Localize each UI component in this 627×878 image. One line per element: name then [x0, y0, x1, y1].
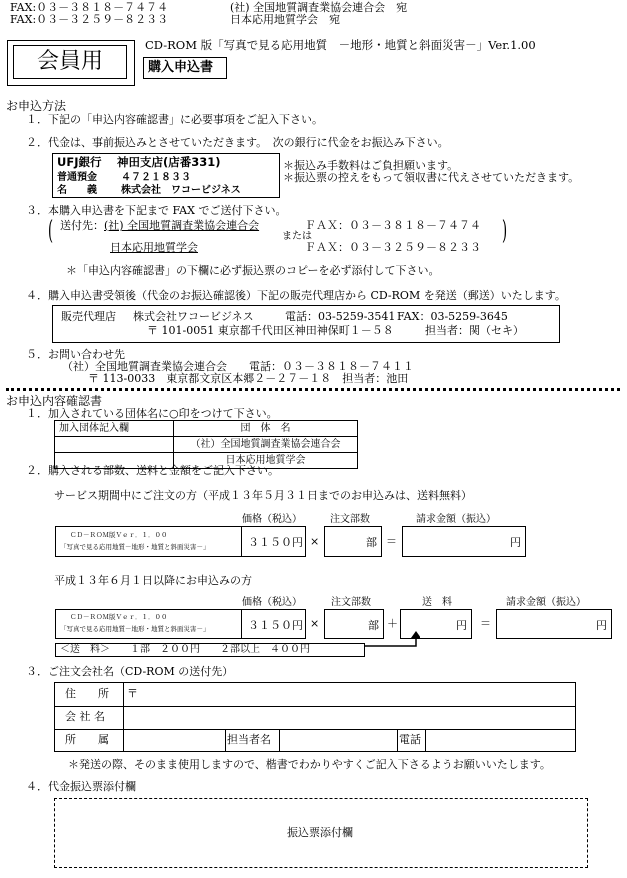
dotted-separator [6, 388, 620, 391]
period-2-title: 平成１３年６月１日以降にお申込みの方 [54, 574, 252, 587]
agent-label: 販売代理店 [61, 310, 116, 323]
phone-label-divider [425, 729, 426, 751]
qty-header-1: 注文部数 [330, 514, 370, 525]
step-1: １．下記の「申込内容確認書」に必要事項をご記入下さい。 [26, 113, 323, 126]
order-1-equals: ＝ [386, 535, 397, 548]
member-badge [7, 40, 135, 86]
agent-box [52, 305, 560, 343]
inquiry-line-1: （社）全国地質調査業協会連合会 電話：０３－３８１８－７４１１ [62, 360, 414, 373]
price-header-2: 価格（税込） [242, 597, 302, 608]
org-col-entry: 加入団体記入欄 [55, 421, 174, 437]
send-to-or: または [282, 231, 312, 242]
order-2-plus: ＋ [387, 617, 398, 630]
dept-input[interactable] [127, 731, 223, 749]
order-2-shipping-yen: 円 [456, 619, 467, 632]
address-form-rule-2 [55, 729, 575, 730]
holder-label: 名 義 [57, 185, 97, 196]
agent-name: 株式会社ワコービジネス [133, 310, 254, 323]
org-name-2: 日本応用地質学会 [174, 453, 358, 469]
bank-note-fee: ＊振込み手数料はご負担願います。 [283, 159, 459, 172]
qty-header-2: 注文部数 [331, 597, 371, 608]
question-3-note: ＊発送の際、そのまま使用しますので、楷書でわかりやすくご記入下さるようお願いいたします。 [68, 758, 551, 771]
person-label: 担当者名 [227, 733, 271, 746]
address-form-label-col [123, 683, 124, 751]
phone-input[interactable] [429, 731, 571, 749]
fax-recipient-1: (社) 全国地質調査業協会連合会 宛 [230, 1, 408, 14]
order-1-divider [241, 527, 242, 556]
order-1-qty-unit: 部 [366, 536, 377, 549]
agent-tel: 電話：03-5259-3541 [285, 310, 396, 323]
send-to-fax-1: ＦＡＸ：０３－３８１８－７４７４ [305, 219, 481, 232]
shipping-note: ＜送 料＞ １部 ２００円 ２部以上 ４００円 [60, 644, 310, 655]
step-5: ５．お問い合わせ先 [26, 348, 125, 361]
member-badge-inner [13, 45, 127, 79]
order-1-product-cell [55, 526, 306, 557]
order-1-product-line-1: ＣＤ－ＲＯＭ版Ｖｅｒ．１．００ [70, 531, 168, 539]
agent-fax: FAX：03-5259-3645 [397, 310, 508, 323]
person-input[interactable] [283, 731, 395, 749]
order-2-divider [241, 610, 242, 638]
order-1-yen: 円 [510, 536, 521, 549]
account-type: 普通預金 [57, 172, 97, 183]
order-2-total-field[interactable] [496, 609, 612, 639]
order-1-times: × [310, 535, 320, 548]
send-to-org-1: (社) 全国地質調査業協会連合会 [104, 219, 260, 232]
total-header-2: 請求金額（振込） [506, 597, 586, 608]
form-name-box [143, 57, 227, 79]
form-name: 購入申込書 [148, 60, 214, 75]
org-row [55, 437, 358, 453]
order-2-qty-unit: 部 [368, 619, 379, 632]
company-label: 会 社 名 [65, 710, 105, 723]
question-2: ２．購入される部数、送料と金額をご記入下さい。 [26, 464, 279, 477]
org-table [54, 420, 358, 469]
postal-mark: 〒 [127, 687, 138, 700]
holder-name: 株式会社 ワコービジネス [121, 185, 241, 196]
order-2-product-line-1: ＣＤ－ＲＯＭ版Ｖｅｒ．１．００ [70, 613, 168, 621]
order-1-product-line-2: 「写真で見る応用地質－地形・地質と斜面災害－」 [60, 543, 210, 551]
org-mark-cell-1[interactable] [55, 437, 174, 453]
payment-slip-attach-area[interactable] [54, 798, 588, 868]
attach-label: 振込票添付欄 [287, 826, 353, 839]
address-form-rule-1 [55, 706, 575, 707]
shipping-note-box [55, 643, 365, 657]
product-title: CD-ROM 版「写真で見る応用地質 －地形・地質と斜面災害－」Ver.1.00 [145, 38, 536, 52]
phone-label: 電話 [399, 733, 421, 746]
org-table-header [55, 421, 358, 437]
confirmation-heading: お申込内容確認書 [6, 394, 103, 408]
company-input[interactable] [127, 708, 571, 726]
application-method-heading: お申込方法 [6, 99, 67, 113]
dept-divider [225, 729, 226, 751]
address-label: 住 所 [65, 687, 109, 700]
step-3: ３．本購入申込書を下記まで FAX でご送付下さい。 [26, 204, 287, 217]
order-2-product-cell [55, 609, 306, 639]
address-form [54, 682, 576, 752]
step-4: ４．購入申込書受領後（代金のお振込確認後）下記の販売代理店から CD-ROM を発送（郵送）いたします。 [26, 289, 566, 302]
send-to-org-2: 日本応用地質学会 [110, 241, 198, 254]
dept-label: 所 属 [65, 733, 109, 746]
agent-contact: 担当者：関（セキ） [425, 324, 524, 337]
period-1-title: サービス期間中にご注文の方（平成１３年５月３１日までのお申込みは、送料無料） [54, 489, 472, 502]
send-to-fax-2: ＦＡＸ：０３－３２５９－８２３３ [305, 241, 481, 254]
fax-number-1: FAX:０３－３８１８－７４７４ [10, 1, 169, 14]
order-2-price: ３１５０円 [248, 619, 303, 632]
step-3-note: ＊「申込内容確認書」の下欄に必ず振込票のコピーを必ず添付して下さい。 [66, 264, 440, 277]
order-1-total-field[interactable] [402, 526, 526, 557]
org-name-1: （社）全国地質調査業協会連合会 [174, 437, 358, 453]
phone-divider [397, 729, 398, 751]
send-to-label: 送付先： [60, 219, 104, 232]
fax-recipient-2: 日本応用地質学会 宛 [230, 13, 340, 26]
step-2: ２．代金は、事前振込みとさせていただきます。 次の銀行に代金をお振込み下さい。 [26, 136, 449, 149]
order-1-qty-field[interactable] [324, 526, 382, 557]
shipping-header: 送 料 [422, 597, 452, 608]
order-2-equals: ＝ [480, 617, 491, 630]
left-bracket: ( [48, 216, 54, 246]
order-2-product-line-2: 「写真で見る応用地質－地形・地質と斜面災害－」 [60, 625, 210, 633]
order-1-price: ３１５０円 [248, 536, 303, 549]
fax-number-2: FAX:０３－３２５９－８２３３ [10, 13, 169, 26]
right-bracket: ) [502, 216, 508, 246]
price-header-1: 価格（税込） [242, 514, 302, 525]
org-col-name: 団 体 名 [174, 421, 358, 437]
bank-info-box [52, 153, 280, 198]
order-2-times: × [310, 617, 320, 630]
account-number: ４７２１８３３ [121, 172, 191, 183]
order-2-yen: 円 [596, 619, 607, 632]
total-header-1: 請求金額（振込） [416, 514, 496, 525]
member-label: 会員用 [36, 49, 103, 74]
shipping-arrow-icon [360, 630, 420, 652]
agent-address: 〒 101-0051 東京都千代田区神田神保町１－５８ [147, 324, 394, 337]
question-4: ４．代金振込票添付欄 [26, 780, 136, 793]
bank-name: UFJ銀行 神田支店(店番331) [57, 155, 221, 169]
bank-note-receipt: ＊振込票の控えをもって領収書に代えさせていただきます。 [283, 171, 580, 184]
question-1: １．加入されている団体名に○印をつけて下さい。 [26, 407, 278, 420]
question-3: ３．ご注文会社名（CD-ROM の送付先） [26, 665, 234, 678]
person-divider [279, 729, 280, 751]
inquiry-line-2: 〒 113-0033 東京都文京区本郷２－２７－１８ 担当者：池田 [88, 372, 409, 385]
address-input[interactable] [141, 685, 571, 703]
